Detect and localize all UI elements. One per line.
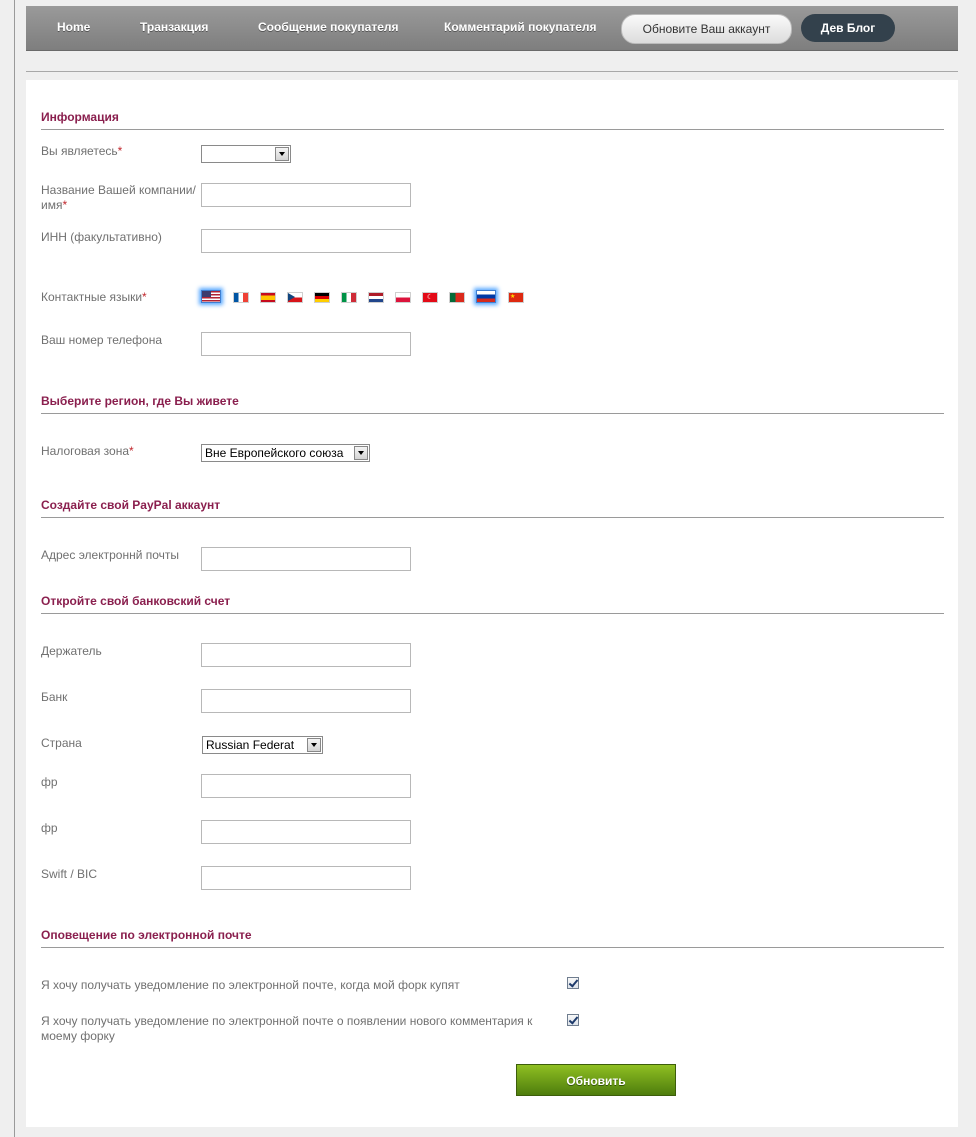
chevron-down-icon	[307, 738, 321, 752]
flag-pl-icon[interactable]	[395, 292, 411, 303]
divider	[26, 71, 958, 72]
languages-label: Контактные языки*	[41, 290, 147, 304]
phone-label: Ваш номер телефона	[41, 333, 163, 347]
country-label: Страна	[41, 736, 82, 750]
fr1-input[interactable]	[201, 774, 411, 798]
fr2-label: фр	[41, 821, 58, 835]
bank-input[interactable]	[201, 689, 411, 713]
top-navigation	[26, 6, 958, 51]
account-form	[26, 80, 958, 1127]
section-paypal-title: Создайте свой PayPal аккаунт	[41, 498, 944, 518]
you-are-label: Вы являетесь*	[41, 144, 123, 158]
tax-zone-select[interactable]: Вне Европейского союза	[201, 444, 370, 462]
chevron-down-icon	[354, 446, 368, 460]
flag-es-icon[interactable]	[260, 292, 276, 303]
fr2-input[interactable]	[201, 820, 411, 844]
country-select[interactable]: Russian Federat	[202, 736, 323, 754]
notify-comment-label: Я хочу получать уведомление по электронной почте о появлении нового комментария к моему форку	[41, 1014, 533, 1043]
holder-input[interactable]	[201, 643, 411, 667]
company-input[interactable]	[201, 183, 411, 207]
notify-sold-checkbox[interactable]	[567, 977, 579, 989]
update-button[interactable]: Обновить	[516, 1064, 676, 1096]
tax-zone-label: Налоговая зона*	[41, 444, 134, 458]
bank-label: Банк	[41, 690, 68, 704]
flag-ru-icon[interactable]	[476, 290, 496, 303]
flag-tr-icon[interactable]: ☾	[422, 292, 438, 303]
nav-buyer-messages[interactable]: Сообщение покупателя	[258, 20, 399, 34]
flag-de-icon[interactable]	[314, 292, 330, 303]
section-info-title: Информация	[41, 110, 944, 130]
flag-fr-icon[interactable]	[233, 292, 249, 303]
flag-pt-icon[interactable]	[449, 292, 465, 303]
section-region-title: Выберите регион, где Вы живете	[41, 394, 944, 414]
nav-transactions[interactable]: Транзакция	[140, 20, 209, 34]
flag-nl-icon[interactable]	[368, 292, 384, 303]
nav-home[interactable]: Home	[57, 20, 91, 34]
flag-cn-icon[interactable]: ★	[508, 292, 524, 303]
inn-label: ИНН (факультативно)	[41, 230, 162, 244]
you-are-select[interactable]	[201, 145, 291, 163]
upgrade-account-button[interactable]: Обновите Ваш аккаунт	[621, 14, 792, 44]
section-notify-title: Оповещение по электронной почте	[41, 928, 944, 948]
email-input[interactable]	[201, 547, 411, 571]
chevron-down-icon	[275, 147, 289, 161]
swift-input[interactable]	[201, 866, 411, 890]
inn-input[interactable]	[201, 229, 411, 253]
notify-sold-label: Я хочу получать уведомление по электронной почте, когда мой форк купят	[41, 978, 460, 992]
flag-cz-icon[interactable]	[287, 292, 303, 303]
swift-label: Swift / BIC	[41, 867, 98, 881]
nav-buyer-comments[interactable]: Комментарий покупателя	[444, 20, 597, 34]
notify-comment-checkbox[interactable]	[567, 1014, 579, 1026]
fr1-label: фр	[41, 775, 58, 789]
left-border	[14, 0, 15, 1137]
section-bank-title: Откройте свой банковский счет	[41, 594, 944, 614]
flag-us-icon[interactable]	[201, 290, 221, 303]
dev-blog-button[interactable]: Дев Блог	[801, 14, 895, 42]
company-label: Название Вашей компании/ имя*	[41, 183, 196, 212]
phone-input[interactable]	[201, 332, 411, 356]
holder-label: Держатель	[41, 644, 102, 658]
email-label: Адрес электроннй почты	[41, 548, 180, 562]
flag-it-icon[interactable]	[341, 292, 357, 303]
